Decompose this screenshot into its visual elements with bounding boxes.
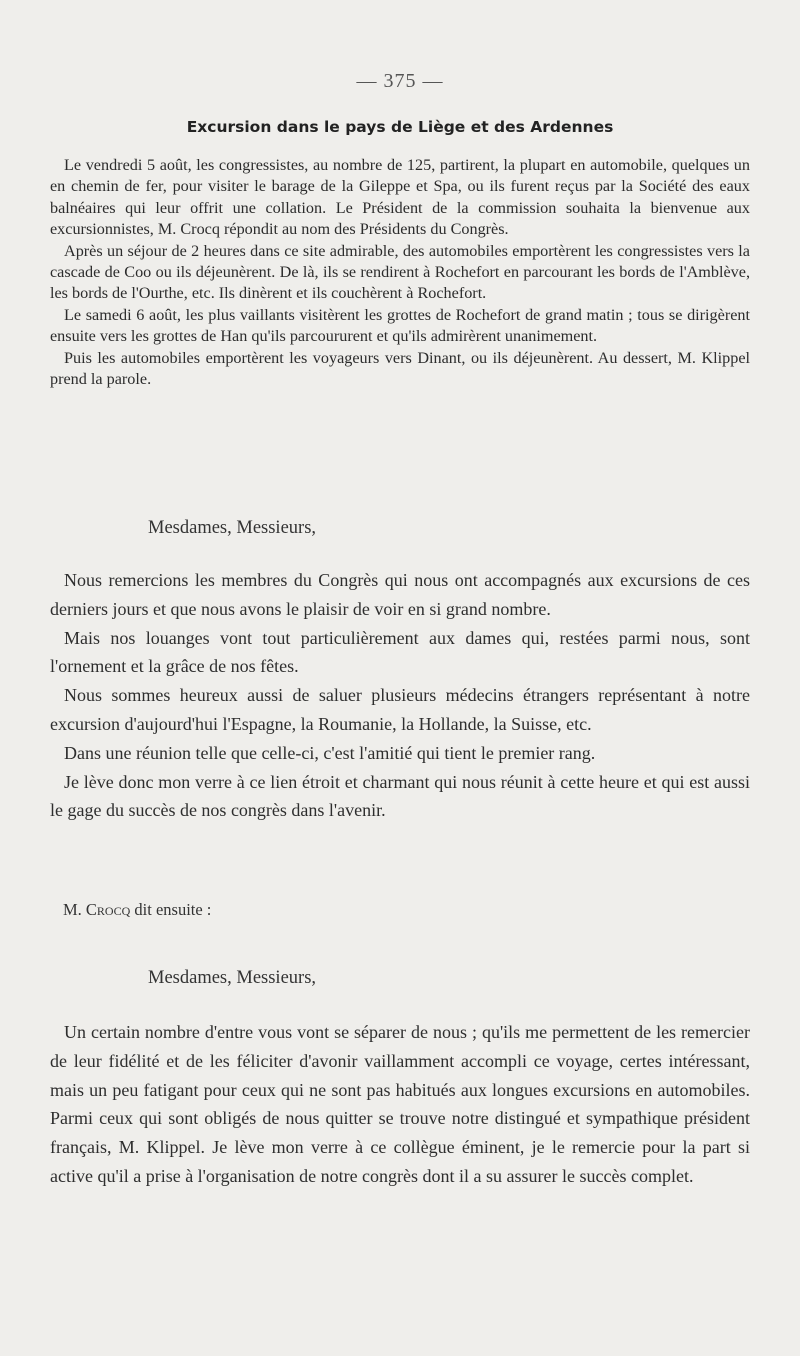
page-number: — 375 —	[356, 70, 444, 92]
speech-paragraph: Nous sommes heureux aussi de saluer plusieurs médecins étrangers représentant à notre excursion d'aujourd'hui l'Espagne, la Roumanie, la Hollande, la Suisse, etc.	[50, 685, 750, 734]
speech-paragraph: Mais nos louanges vont tout particulièrement aux dames qui, restées parmi nous, sont l'ornement et la grâce de nos fêtes.	[50, 627, 750, 677]
klippel-speech	[50, 566, 750, 825]
section-heading: Excursion dans le pays de Liège et des Ardennes	[186, 118, 614, 136]
crocq-speech	[50, 1018, 750, 1191]
speech-salutation: Mesdames, Messieurs,	[148, 968, 317, 988]
speaker-suffix: dit ensuite :	[134, 900, 212, 919]
report-paragraph: Puis les automobiles emportèrent les voyageurs vers Dinant, ou ils déjeunèrent. Au dessert, M. Klippel prend la parole.	[50, 348, 750, 389]
report-paragraph: Après un séjour de 2 heures dans ce site admirable, des automobiles emportèrent les congressistes vers la cascade de Coo ou ils déjeunèrent. De là, ils se rendirent à Rochefort en parcourant les bords de l'Amblève, les bords de l'Ourthe, etc. Ils dinèrent et ils couchèrent à Rochefort.	[50, 241, 750, 303]
report-paragraph: Le samedi 6 août, les plus vaillants visitèrent les grottes de Rochefort de grand matin ; tous se dirigèrent ensuite vers les grottes de Han qu'ils parcoururent et qu'ils admirèrent unanimement.	[50, 305, 750, 346]
excursion-report	[50, 155, 750, 390]
speech-paragraph: Un certain nombre d'entre vous vont se séparer de nous ; qu'ils me permettent de les remercier de leur fidélité et de les féliciter d'avonir vaillamment accompli ce voyage, certes intéressant, mais un peu fatigant pour ceux qui ne sont pas habitués aux longues excursions en automobiles. Parmi ceux qui sont obligés de nous quitter se trouve notre distingué et sympathique président français, M. Klippel. Je lève mon verre à ce collègue éminent, je le remercie pour la part si active qu'il a prise à l'organisation de notre congrès dont il a su assurer le succès complet.	[50, 1022, 750, 1186]
speech-salutation: Mesdames, Messieurs,	[148, 518, 317, 538]
speaker-prefix: M.	[63, 900, 82, 919]
speech-paragraph: Nous remercions les membres du Congrès qui nous ont accompagnés aux excursions de ces derniers jours et que nous avons le plaisir de voir en si grand nombre.	[50, 570, 750, 619]
speaker-name: Crocq	[85, 900, 131, 919]
speech-paragraph: Je lève donc mon verre à ce lien étroit et charmant qui nous réunit à cette heure et qui est aussi le gage du succès de nos congrès dans l'avenir.	[50, 771, 750, 821]
report-paragraph: Le vendredi 5 août, les congressistes, au nombre de 125, partirent, la plupart en automobile, quelques un en chemin de fer, pour visiter le barage de la Gileppe et Spa, ou ils furent reçus par la Société des eaux balnéaires qui leur offrit une collation. Le Président de la commission souhaita la bienvenue aux excursionnistes, M. Crocq répondit au nom des Présidents du Congrès.	[50, 156, 750, 239]
speaker-intro	[63, 900, 211, 920]
speech-paragraph: Dans une réunion telle que celle-ci, c'est l'amitié qui tient le premier rang.	[64, 742, 596, 763]
